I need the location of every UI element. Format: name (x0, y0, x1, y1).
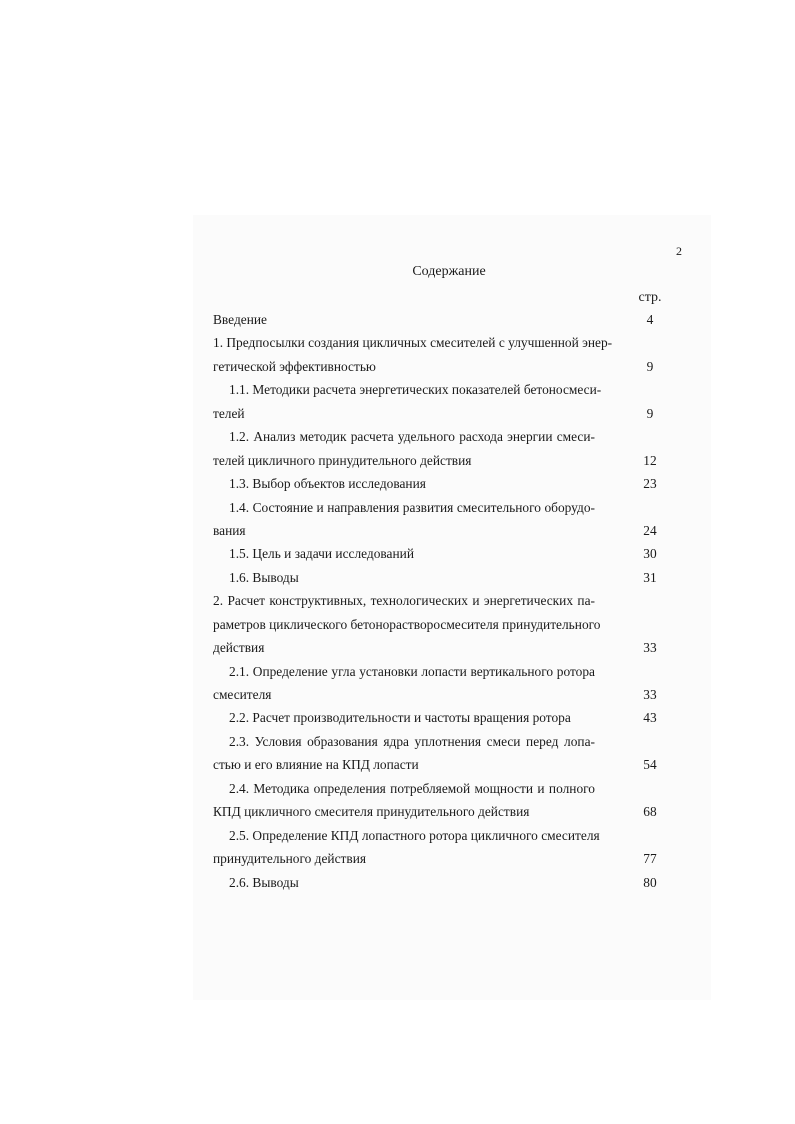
toc-entry (213, 331, 673, 354)
toc-entry (213, 449, 673, 472)
toc-entry-page: 24 (643, 522, 657, 538)
toc-entry-title: стью и его влияние на КПД лопасти (213, 757, 419, 773)
toc-entry-title: раметров циклического бетонорастворосмесителя принудительного (213, 616, 601, 632)
toc-entry (213, 777, 673, 800)
toc-entry (213, 636, 673, 659)
toc-entry (213, 730, 673, 753)
page-title: Содержание (412, 264, 486, 279)
toc-entry (213, 542, 673, 565)
toc-entry-title: телей (213, 405, 245, 421)
toc-entry (213, 847, 673, 870)
toc-entry (213, 800, 673, 823)
toc-entry (213, 589, 673, 612)
table-of-contents (213, 308, 673, 894)
toc-entry (213, 519, 673, 542)
toc-entry-title: 2.3. Условия образования ядра уплотнения смеси перед лопа- (229, 733, 595, 749)
toc-entry-page: 80 (643, 874, 657, 890)
toc-entry-page: 4 (646, 312, 654, 327)
toc-entry-page: 9 (646, 358, 654, 374)
toc-entry-title: 1.3. Выбор объектов исследования (229, 476, 426, 492)
toc-entry-page: 23 (643, 476, 657, 492)
toc-entry (213, 613, 673, 636)
toc-entry-title: КПД цикличного смесителя принудительного действия (213, 804, 530, 820)
toc-entry-page: 12 (643, 452, 657, 468)
toc-entry-title: 2.4. Методика определения потребляемой мощности и полного (229, 780, 595, 796)
toc-entry-title: 1.2. Анализ методик расчета удельного расхода энергии смеси- (229, 429, 595, 445)
toc-entry-title: Введение (213, 312, 267, 327)
toc-entry-title: вания (213, 522, 246, 538)
toc-entry (213, 706, 673, 729)
toc-entry (213, 402, 673, 425)
toc-entry (213, 824, 673, 847)
toc-entry (213, 472, 673, 495)
toc-entry-page: 30 (643, 546, 657, 562)
toc-entry (213, 683, 673, 706)
toc-entry-title: 1.6. Выводы (229, 569, 299, 585)
toc-entry-title: гетической эффективностью (213, 358, 376, 374)
pages-column-header: стр. (638, 290, 662, 305)
toc-entry-title: 1.4. Состояние и направления развития смесительного оборудо- (229, 499, 595, 515)
toc-entry-title: 2. Расчет конструктивных, технологических и энергетических па- (213, 593, 595, 609)
toc-entry (213, 355, 673, 378)
toc-entry-title: 1. Предпосылки создания цикличных смесителей с улучшенной энер- (213, 335, 613, 351)
toc-entry-title: телей цикличного принудительного действия (213, 452, 472, 468)
toc-entry (213, 378, 673, 401)
toc-entry (213, 496, 673, 519)
toc-entry-title: 1.5. Цель и задачи исследований (229, 546, 414, 562)
toc-entry-page: 77 (643, 851, 657, 867)
toc-entry-page: 68 (643, 804, 657, 820)
toc-entry (213, 660, 673, 683)
toc-entry (213, 871, 673, 894)
toc-entry (213, 425, 673, 448)
toc-entry-title: 2.6. Выводы (229, 874, 299, 890)
toc-entry (213, 566, 673, 589)
toc-entry-title: 2.5. Определение КПД лопастного ротора цикличного смесителя (229, 827, 600, 843)
toc-entry-page: 33 (643, 687, 657, 702)
toc-entry-title: смесителя (213, 687, 272, 702)
toc-entry-title: 2.1. Определение угла установки лопасти вертикального ротора (229, 663, 595, 679)
toc-entry-title: действия (213, 640, 265, 656)
toc-entry (213, 753, 673, 776)
toc-entry-page: 33 (643, 640, 657, 656)
toc-entry-title: 2.2. Расчет производительности и частоты вращения ротора (229, 710, 571, 726)
toc-entry-page: 9 (646, 405, 654, 421)
toc-entry-page: 31 (643, 569, 657, 585)
toc-entry-title: 1.1. Методики расчета энергетических показателей бетоносмеси- (229, 382, 602, 398)
page-number: 2 (676, 244, 682, 258)
toc-entry-page: 54 (643, 757, 657, 773)
toc-entry (213, 308, 673, 331)
toc-entry-title: принудительного действия (213, 851, 367, 867)
toc-entry-page: 43 (643, 710, 657, 726)
